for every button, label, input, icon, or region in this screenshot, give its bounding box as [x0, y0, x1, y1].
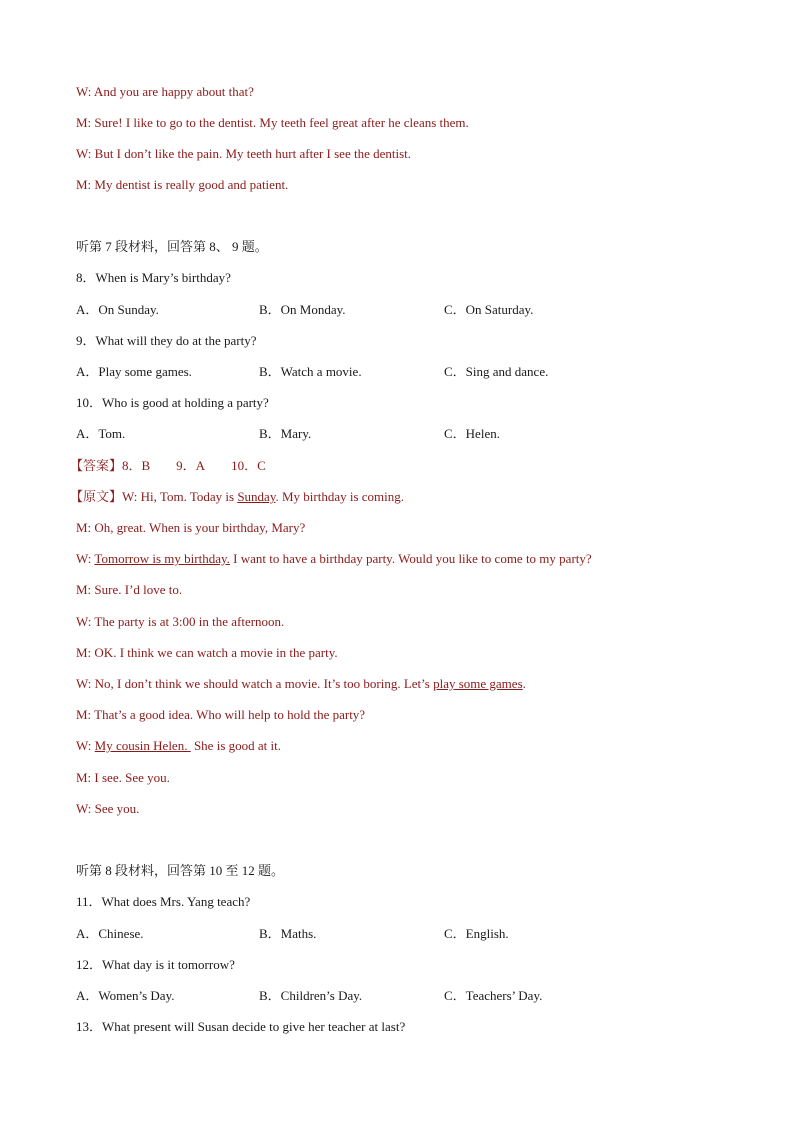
transcript-line: M: That’s a good idea. Who will help to hold the party?	[76, 707, 366, 722]
answer-label: 【答案】	[70, 458, 123, 473]
transcript-text: W: Hi, Tom. Today is	[122, 489, 238, 504]
transcript-text: W:	[76, 551, 95, 566]
question-8: 8．When is Mary’s birthday?	[76, 270, 231, 285]
dialog-line: M: Sure! I like to go to the dentist. My teeth feel great after he cleans them.	[76, 115, 469, 130]
option-c: C．Teachers’ Day.	[444, 988, 543, 1003]
underlined-text: play some games	[433, 676, 523, 691]
transcript-line: W: The party is at 3:00 in the afternoon.	[76, 614, 285, 629]
option-c: C．Sing and dance.	[444, 364, 549, 379]
transcript-line	[76, 738, 281, 754]
transcript-line: W: See you.	[76, 801, 140, 816]
transcript-text: .	[522, 676, 526, 691]
question-10: 10．Who is good at holding a party?	[76, 395, 269, 410]
transcript-line: M: OK. I think we can watch a movie in the party.	[76, 645, 338, 660]
option-a: A．On Sunday.	[76, 302, 159, 317]
section-heading: 听第 8 段材料，回答第 10 至 12 题。	[76, 863, 285, 878]
option-a: A．Women’s Day.	[76, 988, 175, 1003]
underlined-text: Tomorrow is my birthday.	[94, 551, 230, 566]
question-12: 12．What day is it tomorrow?	[76, 957, 235, 972]
transcript-text: . My birthday is coming.	[275, 489, 405, 504]
option-b: B．Children’s Day.	[259, 988, 363, 1003]
dialog-line: W: But I don’t like the pain. My teeth hurt after I see the dentist.	[76, 146, 412, 161]
transcript-text: W:	[76, 738, 95, 753]
underlined-text: Sunday	[237, 489, 276, 504]
option-b: B．On Monday.	[259, 302, 346, 317]
transcript-line	[76, 676, 526, 692]
dialog-line: M: My dentist is really good and patient.	[76, 177, 289, 192]
transcript-text: I want to have a birthday party. Would you like to come to my party?	[229, 551, 592, 566]
question-9: 9．What will they do at the party?	[76, 333, 257, 348]
transcript-line	[76, 551, 592, 567]
transcript-line: M: Oh, great. When is your birthday, Mary?	[76, 520, 306, 535]
transcript-line: M: Sure. I’d love to.	[76, 582, 183, 597]
option-c: C．Helen.	[444, 426, 500, 441]
option-c: C．On Saturday.	[444, 302, 534, 317]
underlined-text: My cousin Helen.	[94, 738, 191, 753]
option-c: C．English.	[444, 926, 509, 941]
answer-text: 8．B 9．A 10．C	[122, 458, 266, 473]
transcript-line: M: I see. See you.	[76, 770, 170, 785]
section-heading: 听第 7 段材料，回答第 8、 9 题。	[76, 239, 268, 254]
option-b: B．Mary.	[259, 426, 312, 441]
option-a: A．Chinese.	[76, 926, 144, 941]
transcript-text: She is good at it.	[190, 738, 281, 753]
dialog-line: W: And you are happy about that?	[76, 84, 254, 99]
original-label: 【原文】	[70, 489, 123, 504]
transcript-line	[70, 489, 404, 505]
answer-line	[70, 458, 266, 474]
option-a: A．Play some games.	[76, 364, 192, 379]
transcript-text: W: No, I don’t think we should watch a movie. It’s too boring. Let’s	[76, 676, 434, 691]
option-b: B．Watch a movie.	[259, 364, 362, 379]
option-b: B．Maths.	[259, 926, 317, 941]
option-a: A．Tom.	[76, 426, 126, 441]
question-13: 13．What present will Susan decide to give her teacher at last?	[76, 1019, 406, 1034]
question-11: 11．What does Mrs. Yang teach?	[76, 894, 251, 909]
